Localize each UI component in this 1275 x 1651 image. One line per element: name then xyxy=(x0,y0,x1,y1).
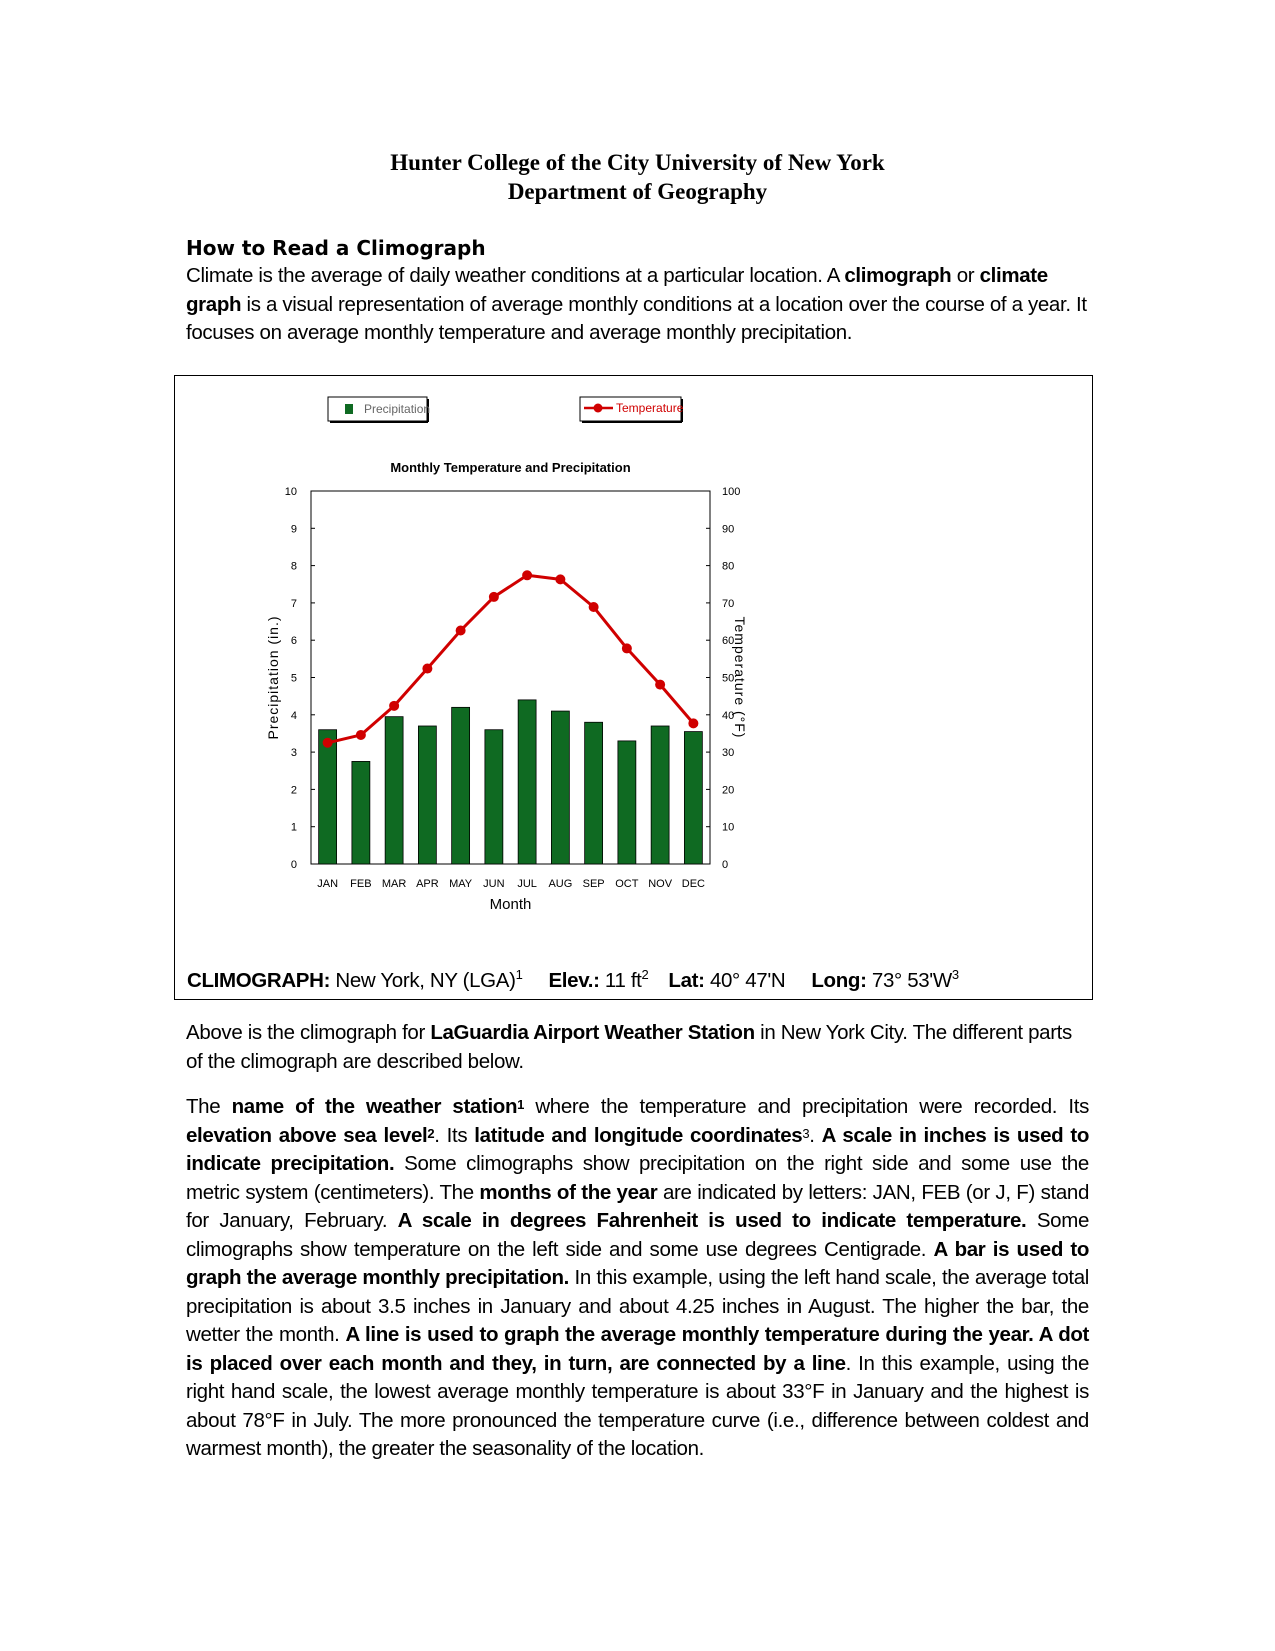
plot-area xyxy=(311,491,710,864)
left-axis-tick-label: 5 xyxy=(290,672,297,685)
left-axis-tick-label: 9 xyxy=(290,523,297,536)
desc-footnote-marker: 2 xyxy=(427,1125,435,1141)
desc-text: . Its xyxy=(434,1123,475,1147)
station-name-bold: LaGuardia Airport Weather Station xyxy=(430,1021,755,1044)
temperature-point xyxy=(323,738,333,748)
intro-text: Climate is the average of daily weather conditions at a particular location. A xyxy=(186,264,845,287)
right-axis-tick-label: 90 xyxy=(722,523,735,536)
climograph-caption xyxy=(187,969,959,993)
department-title: Department of Geography xyxy=(507,179,768,204)
intro-text: is a visual representation of average monthly conditions at a location over the course of a year. It focuses on average monthly temperature and average monthly precipitation. xyxy=(186,292,1087,344)
right-axis-tick-label: 60 xyxy=(722,635,735,648)
desc-text: Some climographs show precipitation on the right side and some use the metric system (centimeters). The xyxy=(186,1152,1089,1204)
left-axis-label: Precipitation (in.) xyxy=(265,615,281,740)
x-axis-tick-label: JUN xyxy=(483,878,505,890)
station-footnote-marker: 1 xyxy=(515,967,523,982)
desc-bold: A scale in inches is used to indicate precipitation. xyxy=(186,1123,1090,1175)
left-axis-tick-label: 1 xyxy=(290,821,297,834)
left-axis-tick-label: 4 xyxy=(290,709,297,722)
temperature-point xyxy=(522,570,532,580)
left-axis-tick-label: 6 xyxy=(290,635,297,648)
x-axis-tick-label: SEP xyxy=(582,878,605,890)
desc-text: The xyxy=(186,1095,232,1118)
intro-text: or xyxy=(951,264,980,287)
x-axis-tick-label: MAY xyxy=(449,878,473,890)
description-paragraph xyxy=(186,1093,1089,1464)
right-axis-tick-label: 10 xyxy=(722,821,735,834)
temperature-point xyxy=(356,730,366,740)
x-axis-tick-label: MAR xyxy=(381,878,407,890)
desc-text: In this example, using the left hand scale, the average total precipitation is about 3.5 inches in January and about 4.25 inches in August. The higher the bar, the wetter the month. xyxy=(186,1266,1089,1346)
desc-bold: elevation above sea level xyxy=(186,1123,428,1147)
x-axis-tick-label: JAN xyxy=(317,878,339,890)
left-axis-tick-label: 10 xyxy=(284,486,297,498)
left-axis-tick-label: 0 xyxy=(290,859,297,871)
temperature-point xyxy=(688,718,698,728)
precipitation-bar xyxy=(385,717,403,864)
temperature-point xyxy=(622,643,632,653)
right-axis-tick-label: 0 xyxy=(722,859,729,871)
precipitation-bar xyxy=(585,722,603,864)
right-axis-tick-label: 40 xyxy=(722,709,735,722)
legend-precipitation-swatch xyxy=(345,404,353,414)
latitude-value: 40° 47'N xyxy=(704,969,786,992)
precipitation-bar xyxy=(319,730,337,864)
x-axis-label: Month xyxy=(489,896,532,913)
chart-title: Monthly Temperature and Precipitation xyxy=(390,460,631,475)
longitude-value: 73° 53'W xyxy=(866,969,952,992)
elevation-label: Elev.: xyxy=(548,969,600,992)
elevation-footnote-marker: 2 xyxy=(641,967,649,982)
precipitation-bar xyxy=(452,707,470,864)
precipitation-bar xyxy=(684,732,702,864)
elevation-value: 11 ft xyxy=(599,969,642,992)
right-axis-tick-label: 30 xyxy=(722,747,735,760)
precipitation-bar xyxy=(518,700,536,864)
temperature-point xyxy=(555,574,565,584)
desc-footnote-marker: 1 xyxy=(517,1097,525,1112)
precipitation-bar xyxy=(418,726,436,864)
precipitation-bar xyxy=(551,711,569,864)
desc-footnote-marker: 3 xyxy=(802,1125,810,1141)
right-axis-label: Temperature (°F) xyxy=(732,616,748,739)
longitude-label: Long: xyxy=(811,969,867,992)
desc-bold: name of the weather station xyxy=(231,1095,518,1118)
climograph-figure xyxy=(174,375,1093,1000)
left-axis-tick-label: 8 xyxy=(290,560,297,573)
desc-bold: latitude and longitude coordinates xyxy=(474,1123,803,1147)
temperature-point xyxy=(456,626,466,636)
x-axis-tick-label: APR xyxy=(416,878,439,890)
temperature-point xyxy=(655,680,665,690)
temperature-line xyxy=(328,575,694,742)
legend-temperature-marker xyxy=(594,404,603,413)
left-axis-tick-label: 2 xyxy=(290,784,297,797)
station-text: in New York City. The different parts of the climograph are described below. xyxy=(186,1021,1072,1073)
x-axis-tick-label: JUL xyxy=(517,878,537,890)
desc-text: . In this example, using the right hand scale, the lowest average monthly temperature is about 33°F in January and the highest is about 78°F in July. The more pronounced the temperature curve (i.e., difference between coldest and warmest month), the greater the seasonality of the location. xyxy=(186,1351,1089,1460)
latitude-label: Lat: xyxy=(668,969,705,992)
right-axis-tick-label: 100 xyxy=(722,486,741,498)
right-axis-tick-label: 20 xyxy=(722,784,735,797)
desc-text: are indicated by letters: JAN, FEB (or J, F) stand for January, February. xyxy=(186,1180,1089,1232)
page-header xyxy=(0,148,1275,206)
desc-bold: A scale in degrees Fahrenheit is used to indicate temperature. xyxy=(397,1209,1027,1232)
right-axis-tick-label: 50 xyxy=(722,672,735,685)
precipitation-bar xyxy=(651,726,669,864)
desc-bold: A line is used to graph the average monthly temperature during the year. A dot is placed over each month and they, in turn, are connected by a line xyxy=(186,1323,1090,1375)
temperature-point xyxy=(422,664,432,674)
institution-title: Hunter College of the City University of New York xyxy=(390,150,885,175)
precipitation-bar xyxy=(485,730,503,864)
precipitation-bar xyxy=(352,761,370,864)
left-axis-tick-label: 3 xyxy=(290,747,297,760)
desc-text: . xyxy=(809,1123,822,1147)
intro-term-climograph: climograph xyxy=(844,264,952,287)
temperature-point xyxy=(589,602,599,612)
desc-text: Some climographs show temperature on the left side and some use degrees Centigrade. xyxy=(186,1209,1089,1261)
caption-label: CLIMOGRAPH: xyxy=(187,969,331,992)
x-axis-tick-label: DEC xyxy=(681,878,705,890)
station-text: Above is the climograph for xyxy=(186,1021,431,1044)
right-axis-tick-label: 80 xyxy=(722,560,735,573)
station-paragraph xyxy=(186,1019,1089,1076)
x-axis-tick-label: OCT xyxy=(615,878,639,890)
section-title: How to Read a Climograph xyxy=(186,236,486,260)
temperature-point xyxy=(489,592,499,602)
right-axis-tick-label: 70 xyxy=(722,597,735,610)
x-axis-tick-label: NOV xyxy=(648,878,673,890)
legend-precipitation-label: Precipitation xyxy=(364,402,431,416)
left-axis-tick-label: 7 xyxy=(290,597,297,610)
temperature-point xyxy=(389,701,399,711)
desc-text: where the temperature and precipitation were recorded. Its xyxy=(524,1095,1089,1118)
station-name: New York, NY (LGA) xyxy=(330,969,516,992)
climograph-chart xyxy=(175,376,1092,961)
precipitation-bar xyxy=(618,741,636,864)
longitude-footnote-marker: 3 xyxy=(951,967,959,982)
x-axis-tick-label: AUG xyxy=(548,878,573,890)
desc-bold: months of the year xyxy=(479,1180,658,1204)
desc-bold: A bar is used to graph the average monthly precipitation. xyxy=(186,1237,1090,1289)
x-axis-tick-label: FEB xyxy=(350,878,372,890)
legend-temperature-label: Temperature xyxy=(616,401,684,415)
intro-paragraph xyxy=(186,262,1089,348)
intro-term-climate-graph: climate graph xyxy=(186,264,1048,316)
